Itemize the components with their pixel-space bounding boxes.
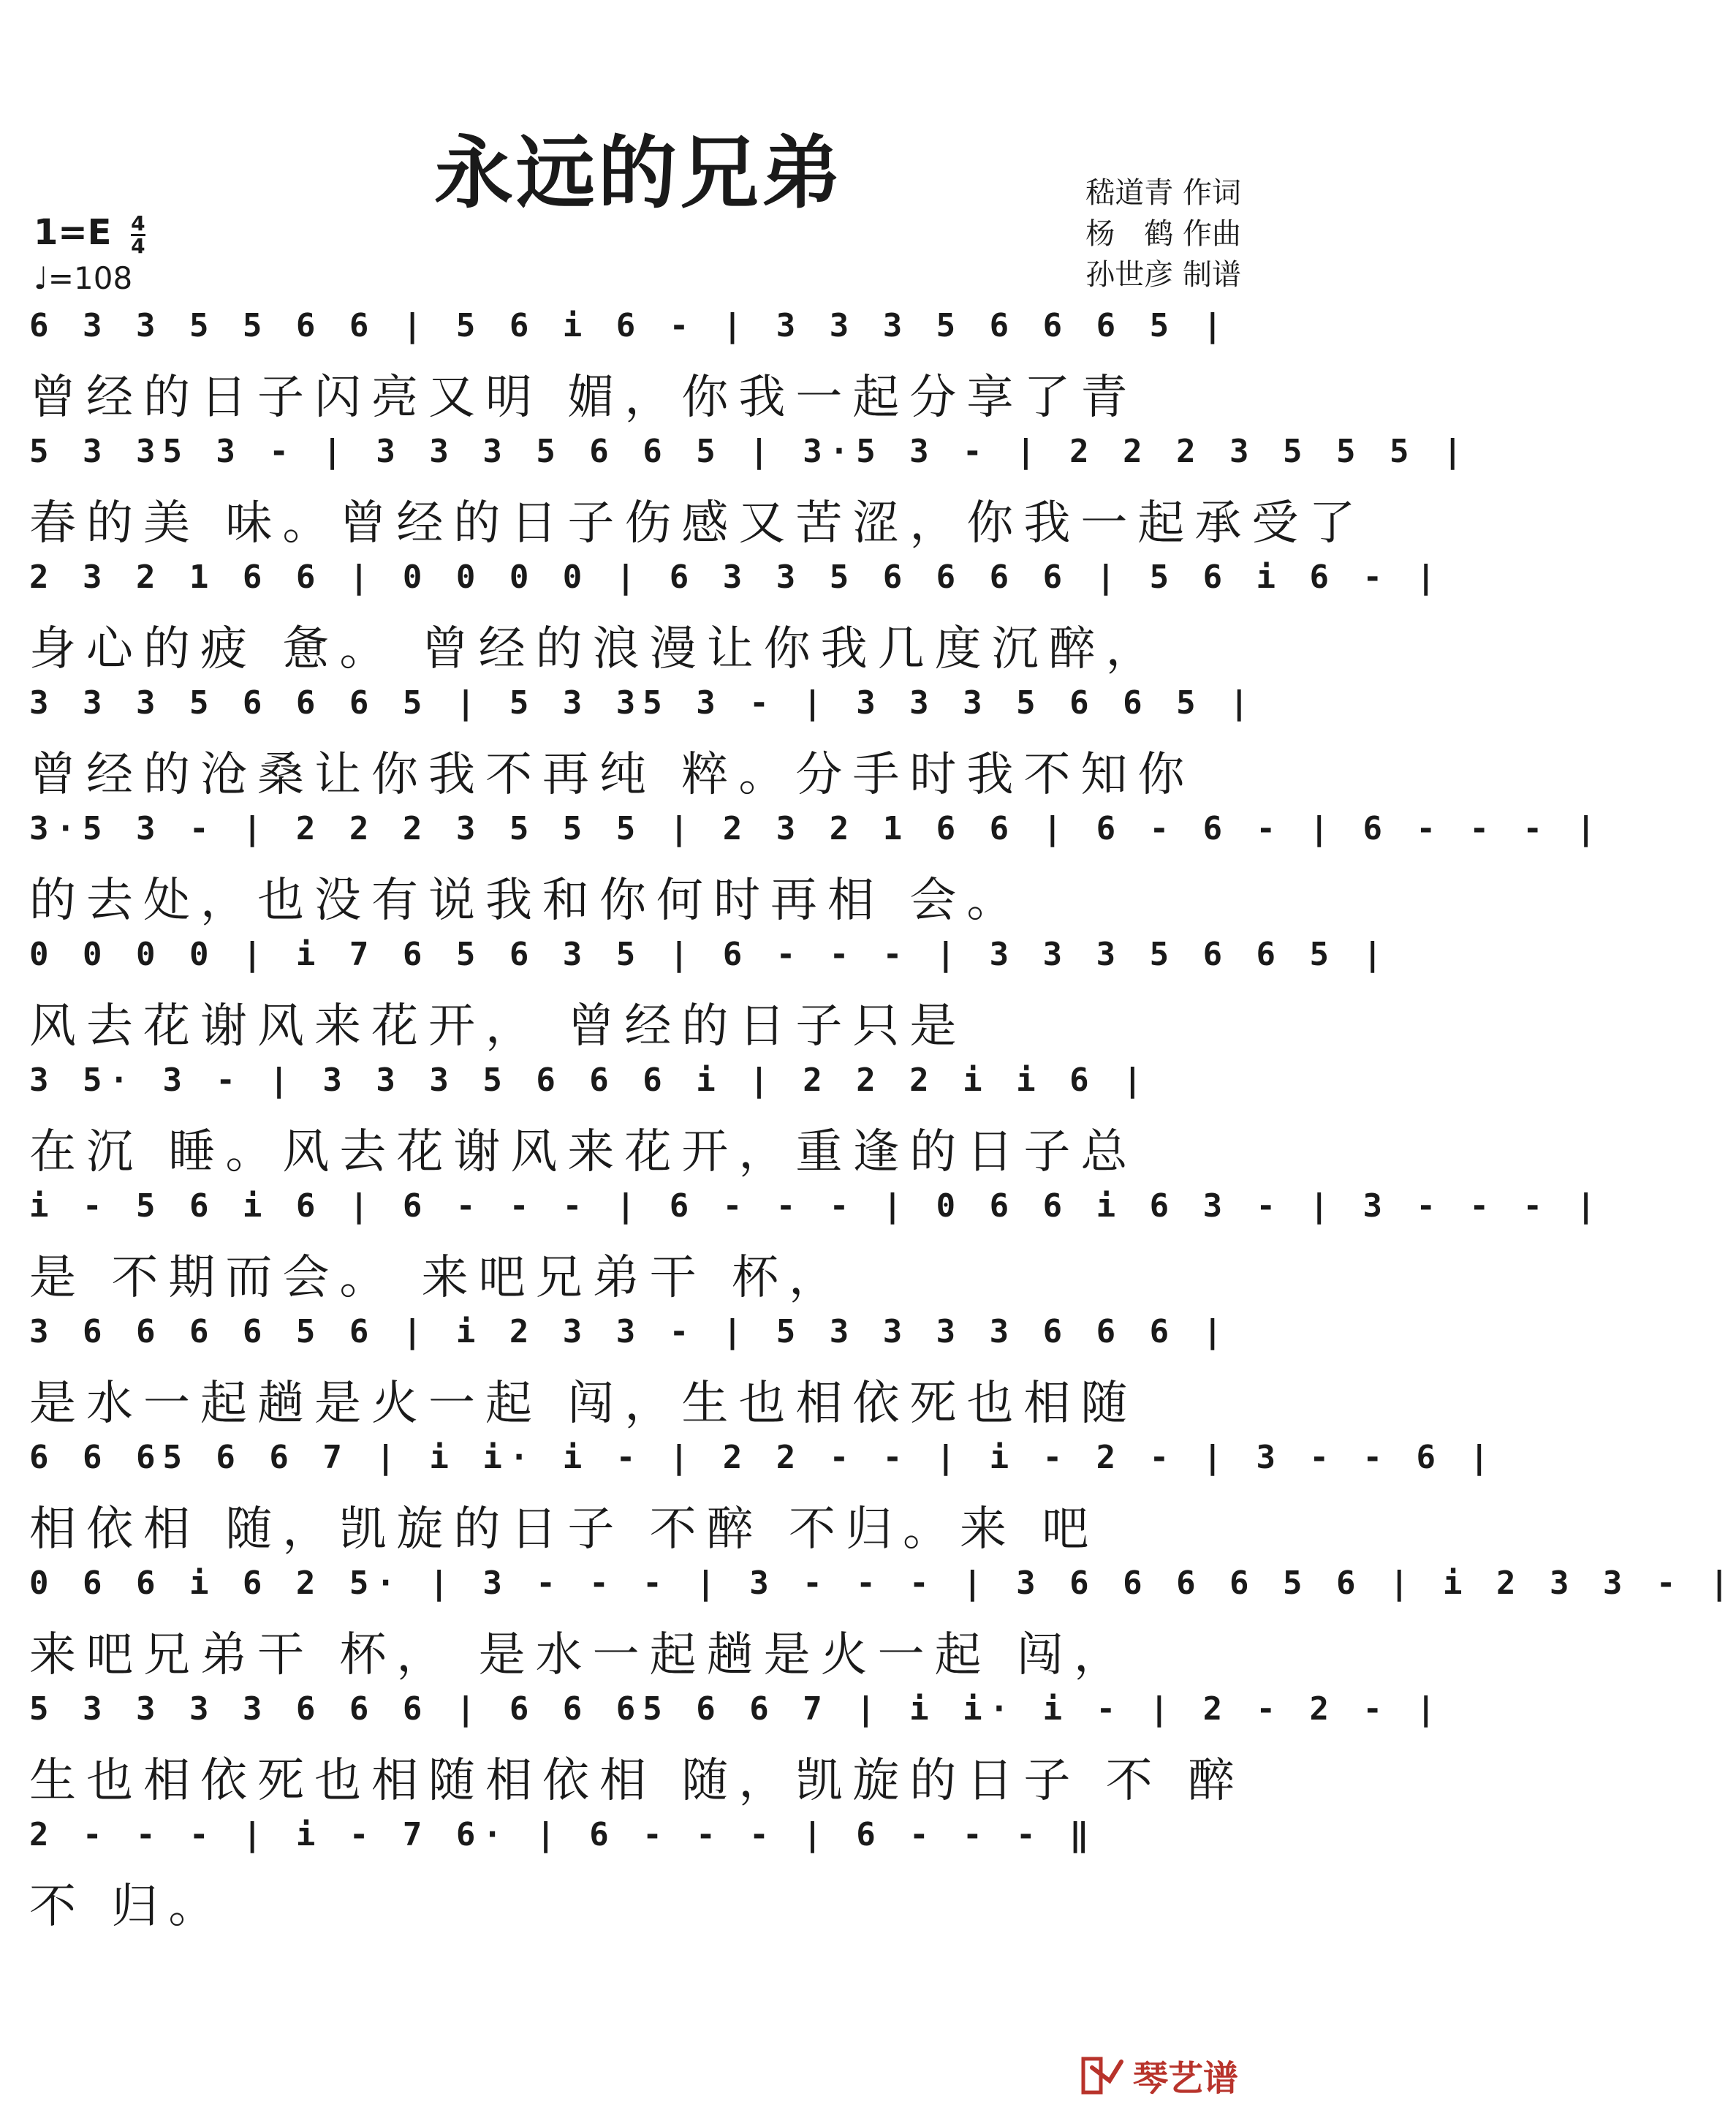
score-system bbox=[29, 1565, 1736, 1689]
credit-transcriber: 孙世彦 制谱 bbox=[1085, 258, 1241, 292]
lyrics-line: 身心的疲 惫。 曾经的浪漫让你我几度沉醉， bbox=[29, 622, 1163, 676]
tempo-marking: ♩=108 bbox=[34, 260, 133, 296]
score-system bbox=[29, 684, 1256, 809]
notation-line: 6 6 65 6 6 7 | i i· i - | 2 2 - - | i - 2 - | 3 - - 6 | bbox=[29, 1439, 1496, 1476]
lyrics-line: 曾经的日子闪亮又明 媚，你我一起分享了青 bbox=[29, 371, 1138, 425]
notation-line: 6 3 3 5 5 6 6 | 5 6 i 6 - | 3 3 3 5 6 6 6 5 | bbox=[29, 307, 1230, 344]
score-system bbox=[29, 433, 1470, 557]
score-system bbox=[29, 936, 1390, 1060]
time-numerator: 4 bbox=[131, 211, 145, 235]
lyrics-line: 春的美 味。曾经的日子伤感又苦涩，你我一起承受了 bbox=[29, 496, 1366, 551]
key-signature bbox=[34, 212, 145, 257]
notation-line: 3·5 3 - | 2 2 2 3 5 5 5 | 2 3 2 1 6 6 | 6 - 6 - | 6 - - - | bbox=[29, 810, 1603, 847]
notation-line: i - 5 6 i 6 | 6 - - - | 6 - - - | 0 6 6 i 6 3 - | 3 - - - | bbox=[29, 1187, 1603, 1225]
score-system bbox=[29, 1690, 1443, 1815]
notation-line: 5 3 35 3 - | 3 3 3 5 6 6 5 | 3·5 3 - | 2 2 2 3 5 5 5 | bbox=[29, 433, 1470, 470]
lyrics-line: 是水一起趟是火一起 闯，生也相依死也相随 bbox=[29, 1377, 1138, 1431]
lyrics-line: 的去处，也没有说我和你何时再相 会。 bbox=[29, 874, 1024, 928]
time-signature bbox=[131, 213, 145, 257]
score-system bbox=[29, 307, 1250, 431]
song-title: 永远的兄弟 bbox=[433, 127, 844, 219]
time-denominator: 4 bbox=[131, 233, 145, 258]
score-system bbox=[29, 559, 1443, 683]
lyrics-line: 不 归。 bbox=[29, 1880, 226, 1934]
notation-line: 0 6 6 i 6 2 5· | 3 - - - | 3 - - - | 3 6 6 6 6 5 6 | i 2 3 3 - | bbox=[29, 1565, 1736, 1602]
notation-line: 0 0 0 0 | i 7 6 5 6 3 5 | 6 - - - | 3 3 3 5 6 6 5 | bbox=[29, 936, 1390, 973]
notation-line: 3 3 3 5 6 6 6 5 | 5 3 35 3 - | 3 3 3 5 6 6 5 | bbox=[29, 684, 1256, 722]
lyrics-line: 曾经的沧桑让你我不再纯 粹。分手时我不知你 bbox=[29, 748, 1195, 802]
lyrics-line: 在沉 睡。风去花谢风来花开，重逢的日子总 bbox=[29, 1125, 1138, 1179]
notation-line: 3 6 6 6 6 5 6 | i 2 3 3 - | 5 3 3 3 3 6 6 6 | bbox=[29, 1313, 1230, 1350]
watermark-text: 琴艺谱 bbox=[1132, 2058, 1238, 2099]
notation-line: 2 3 2 1 6 6 | 0 0 0 0 | 6 3 3 5 6 6 6 6 | 5 6 i 6 - | bbox=[29, 559, 1443, 596]
lyrics-line: 生也相依死也相随相依相 随，凯旋的日子 不 醉 bbox=[29, 1754, 1246, 1808]
piano-logo-icon bbox=[1079, 2054, 1126, 2097]
score-system bbox=[29, 810, 1603, 934]
lyrics-line: 相依相 随，凯旋的日子 不醉 不归。来 吧 bbox=[29, 1502, 1099, 1557]
watermark-logo bbox=[1079, 2050, 1238, 2100]
score-system bbox=[29, 1816, 1250, 1940]
score-system bbox=[29, 1062, 1250, 1186]
notation-line: 3 5· 3 - | 3 3 3 5 6 6 6 i | 2 2 2 i i 6 | bbox=[29, 1062, 1150, 1099]
score-system bbox=[29, 1313, 1250, 1437]
notation-line: 5 3 3 3 3 6 6 6 | 6 6 65 6 6 7 | i i· i - | 2 - 2 - | bbox=[29, 1690, 1443, 1728]
score-system bbox=[29, 1439, 1496, 1563]
lyrics-line: 来吧兄弟干 杯， 是水一起趟是火一起 闯， bbox=[29, 1628, 1132, 1682]
credit-lyricist: 嵇道青 作词 bbox=[1085, 176, 1241, 210]
key-label: 1=E bbox=[34, 212, 112, 253]
lyrics-line: 风去花谢风来花开， 曾经的日子只是 bbox=[29, 999, 967, 1054]
lyrics-line: 是 不期而会。 来吧兄弟干 杯， bbox=[29, 1251, 846, 1305]
credit-composer: 杨 鹤 作曲 bbox=[1085, 217, 1241, 251]
notation-line: 2 - - - | i - 7 6· | 6 - - - | 6 - - - ‖ bbox=[29, 1816, 1096, 1853]
score-system bbox=[29, 1187, 1603, 1312]
credits bbox=[1085, 173, 1241, 295]
